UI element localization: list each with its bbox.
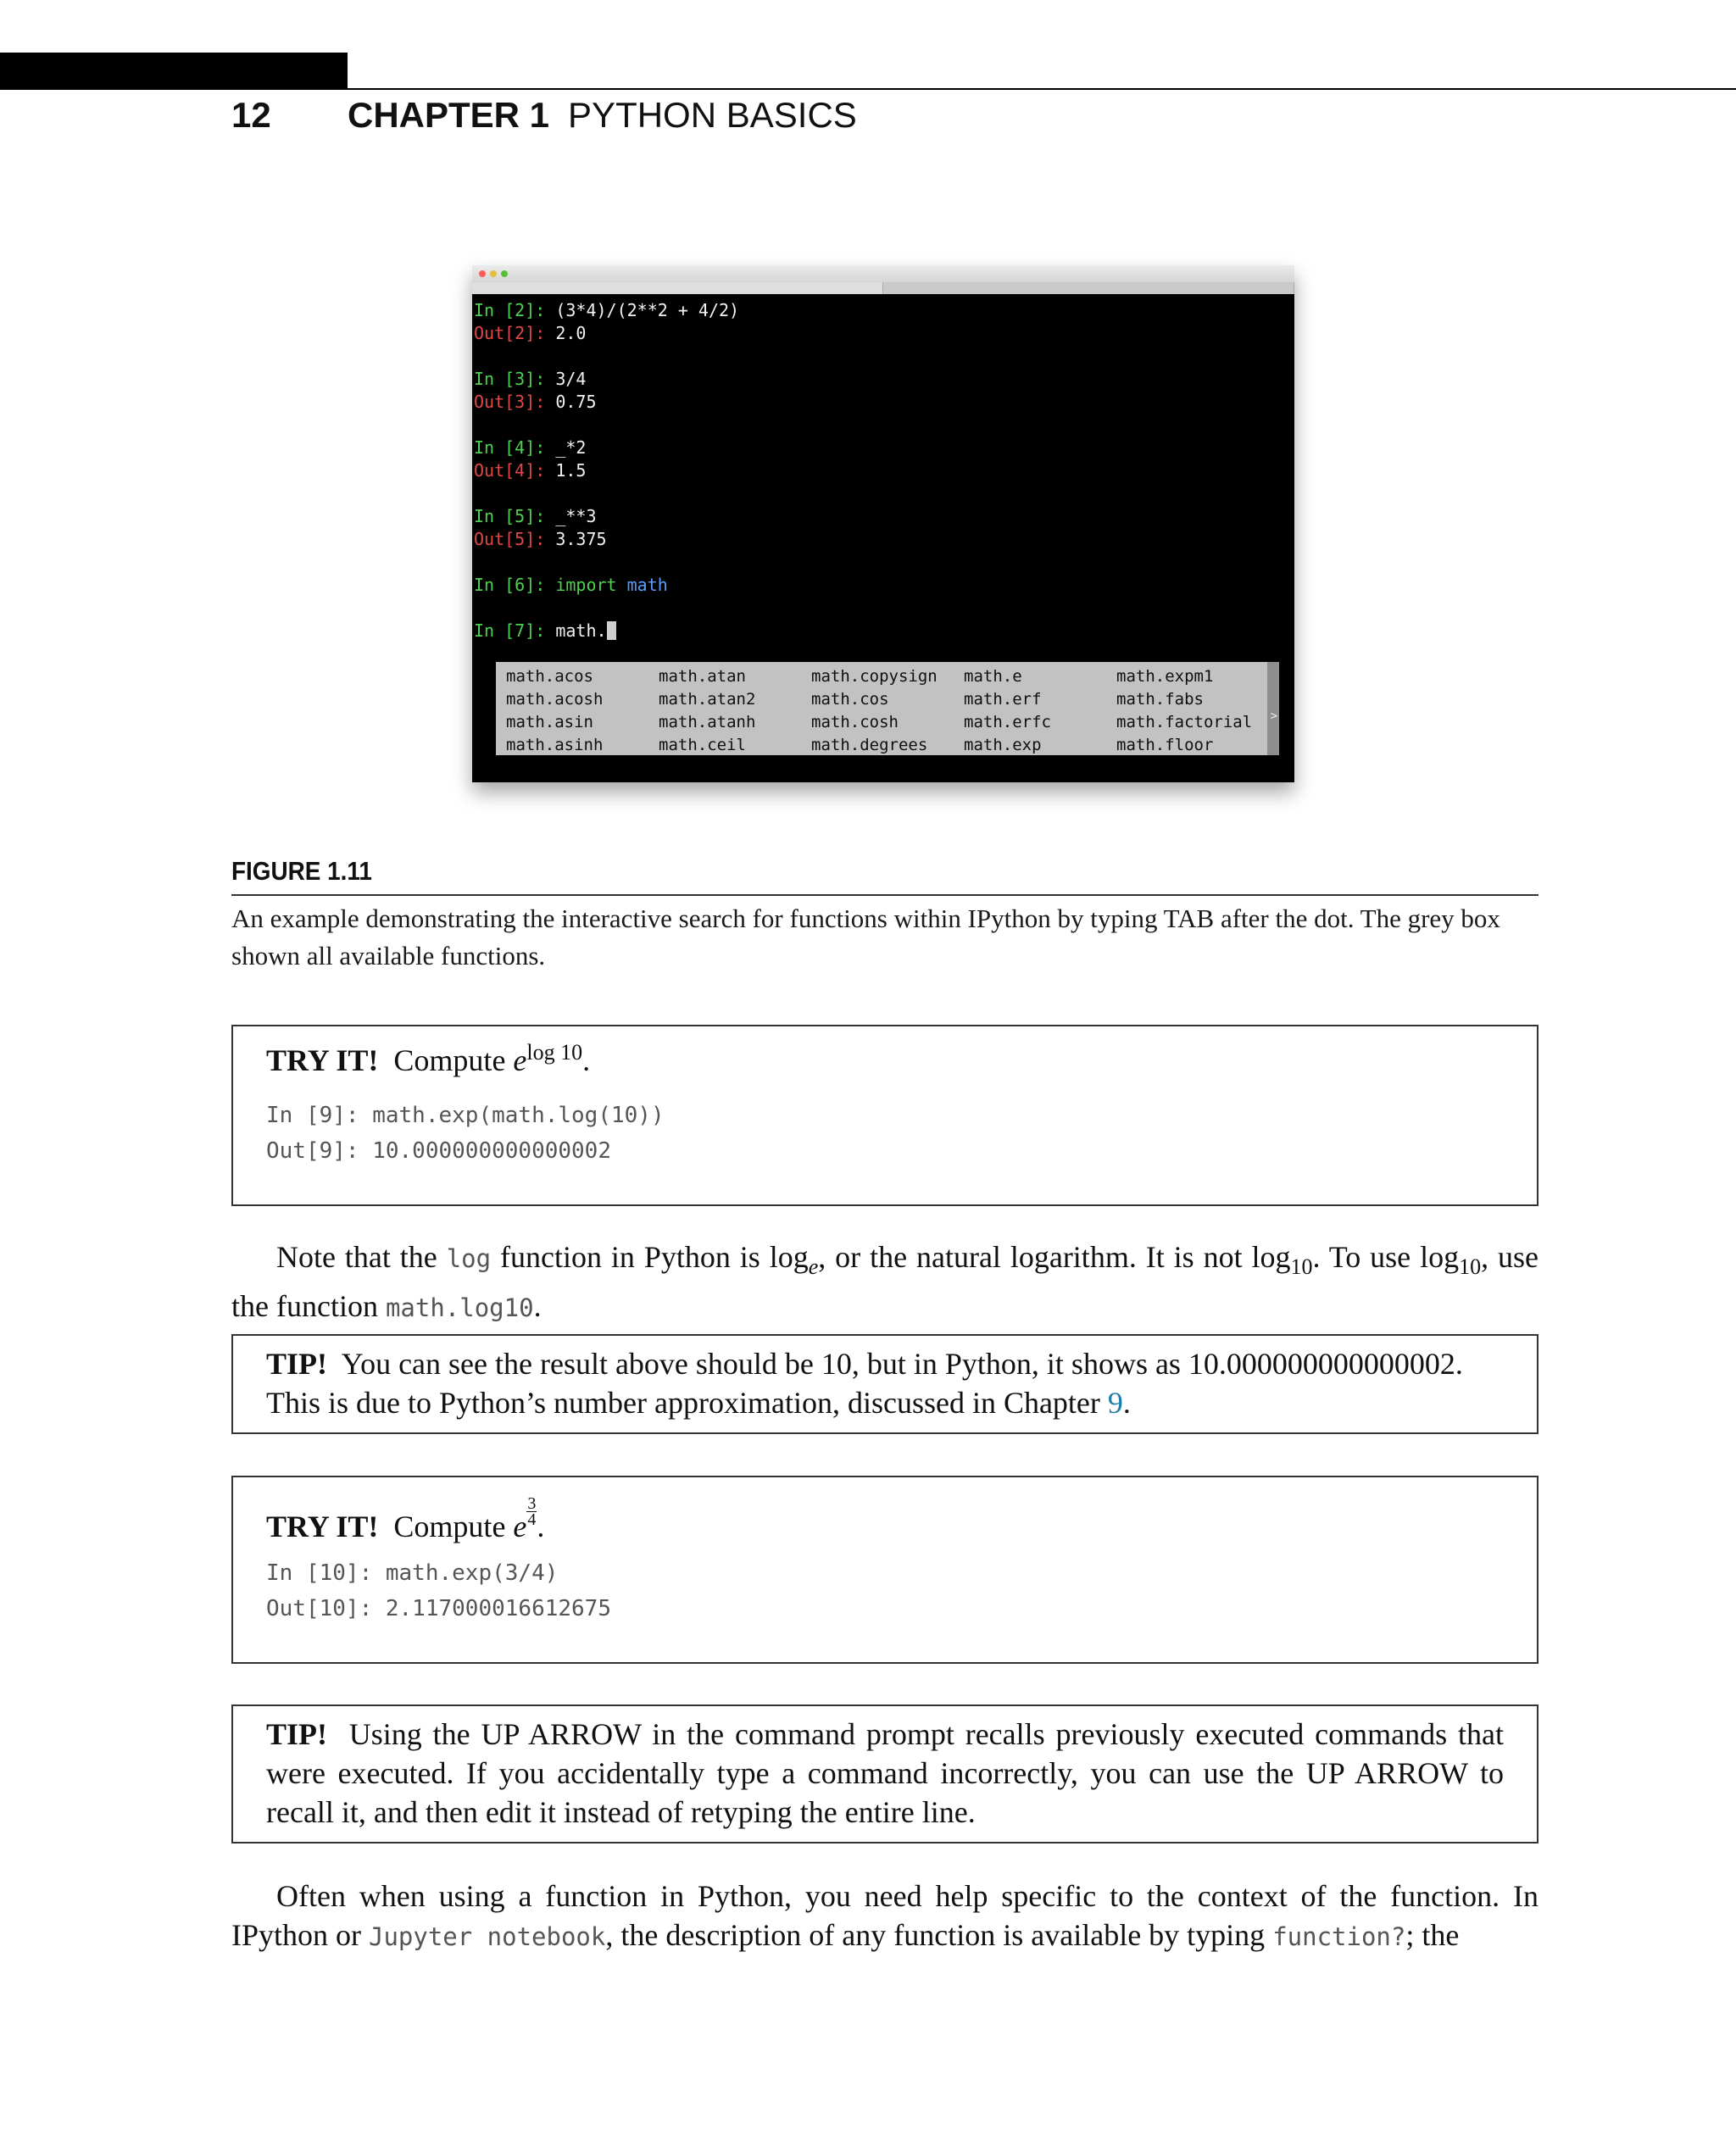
terminal-titlebar	[472, 265, 1294, 282]
more-arrow-icon: >	[1270, 709, 1277, 723]
try-it-heading: TRY IT! Compute $e^{log 10}$.	[266, 1040, 591, 1077]
fraction-exponent: $\frac{3}{4}$	[527, 1494, 537, 1529]
terminal-line: In [5]: _**3	[474, 506, 597, 526]
try-it-box	[231, 1025, 1538, 1206]
completion-item: math.atan2	[659, 690, 756, 709]
completion-item: math.acosh	[506, 690, 604, 709]
terminal-tab-1	[472, 282, 883, 294]
terminal-line: In [6]: import math	[474, 575, 668, 595]
body-paragraph: Note that the log function in Python is $\log_e$, or the natural logarithm. It is not $\log_{10}$. To use $\log_{10}$, use the function math.log10.	[231, 1240, 1538, 1324]
body-paragraph: Often when using a function in Python, you need help specific to the context of the function. In IPython or Jupyter notebook, the description of any function is available by typing function?; the	[231, 1879, 1538, 1952]
terminal-line: In [4]: _*2	[474, 437, 587, 458]
completion-item: math.floor	[1116, 736, 1214, 754]
chapter-label: CHAPTER 1	[348, 95, 550, 135]
terminal-line: In [7]: math.	[474, 620, 616, 642]
code-block: In [9]: math.exp(math.log(10)) Out[9]: 10.000000000000002	[266, 1103, 665, 1164]
completion-item: math.atanh	[659, 713, 756, 731]
tip-box	[231, 1334, 1538, 1434]
completion-item: math.e	[964, 667, 1022, 686]
completion-column	[964, 665, 1051, 757]
completion-item: math.ceil	[659, 736, 746, 754]
completion-item: math.cosh	[811, 713, 899, 731]
completion-popup	[496, 662, 1279, 755]
completion-column	[506, 665, 603, 757]
try-it-heading: TRY IT! Compute e $\frac{3}{4}$ .	[266, 1494, 545, 1543]
completion-item: math.copysign	[811, 667, 938, 686]
terminal-line: Out[4]: 1.5	[474, 460, 587, 481]
text-cursor	[607, 621, 616, 640]
close-dot-icon	[479, 270, 486, 277]
terminal-tab-2	[883, 282, 1294, 294]
completion-item: math.expm1	[1116, 667, 1214, 686]
tip-text: TIP! Using the UP ARROW in the command prompt recalls previously executed commands that were executed. If you accidentally type a command incorrectly, you can use the UP ARROW to recall it, and then edit it instead of retyping the entire line.	[266, 1717, 1504, 1829]
window-controls	[479, 270, 508, 277]
completion-scrollbar	[1267, 662, 1279, 755]
terminal-line: Out[5]: 3.375	[474, 529, 607, 549]
completion-item: math.factorial	[1116, 713, 1253, 731]
completion-item: math.exp	[964, 736, 1042, 754]
figure-rule	[231, 894, 1538, 896]
terminal-line: Out[2]: 2.0	[474, 323, 587, 343]
code-block: In [10]: math.exp(3/4) Out[10]: 2.117000016612675	[266, 1560, 611, 1621]
tip-box	[231, 1704, 1538, 1843]
completion-item: math.acos	[506, 667, 593, 686]
terminal-figure	[472, 265, 1294, 782]
try-it-box	[231, 1476, 1538, 1664]
header-rule	[348, 88, 1736, 90]
completion-item: math.erf	[964, 690, 1042, 709]
chapter-link[interactable]: 9	[1107, 1386, 1123, 1420]
completion-item: math.atan	[659, 667, 746, 686]
completion-item: math.asinh	[506, 736, 604, 754]
chapter-title: PYTHON BASICS	[568, 95, 857, 135]
terminal-line: Out[3]: 0.75	[474, 392, 597, 412]
completion-item: math.fabs	[1116, 690, 1204, 709]
figure-caption: An example demonstrating the interactive search for functions within IPython by typing TAB after the dot. The grey box shown all available functions.	[231, 904, 1500, 970]
tip-text: TIP! You can see the result above should be 10, but in Python, it shows as 10.000000000000002. This is due to Python’s number approximation, discussed in Chapter 9.	[266, 1347, 1463, 1420]
completion-item: math.cos	[811, 690, 889, 709]
chapter-heading	[348, 95, 857, 136]
completion-item: math.asin	[506, 713, 593, 731]
terminal-line: In [2]: (3*4)/(2**2 + 4/2)	[474, 300, 740, 320]
figure-label: FIGURE 1.11	[231, 856, 372, 886]
zoom-dot-icon	[501, 270, 508, 277]
minimize-dot-icon	[490, 270, 497, 277]
completion-item: math.degrees	[811, 736, 928, 754]
terminal-tabs	[472, 282, 1294, 294]
completion-column	[1116, 665, 1252, 757]
terminal-line: In [3]: 3/4	[474, 369, 587, 389]
completion-item: math.erfc	[964, 713, 1051, 731]
completion-column	[659, 665, 755, 757]
header-black-bar	[0, 53, 348, 90]
page-number: 12	[231, 95, 271, 135]
completion-column	[811, 665, 938, 757]
